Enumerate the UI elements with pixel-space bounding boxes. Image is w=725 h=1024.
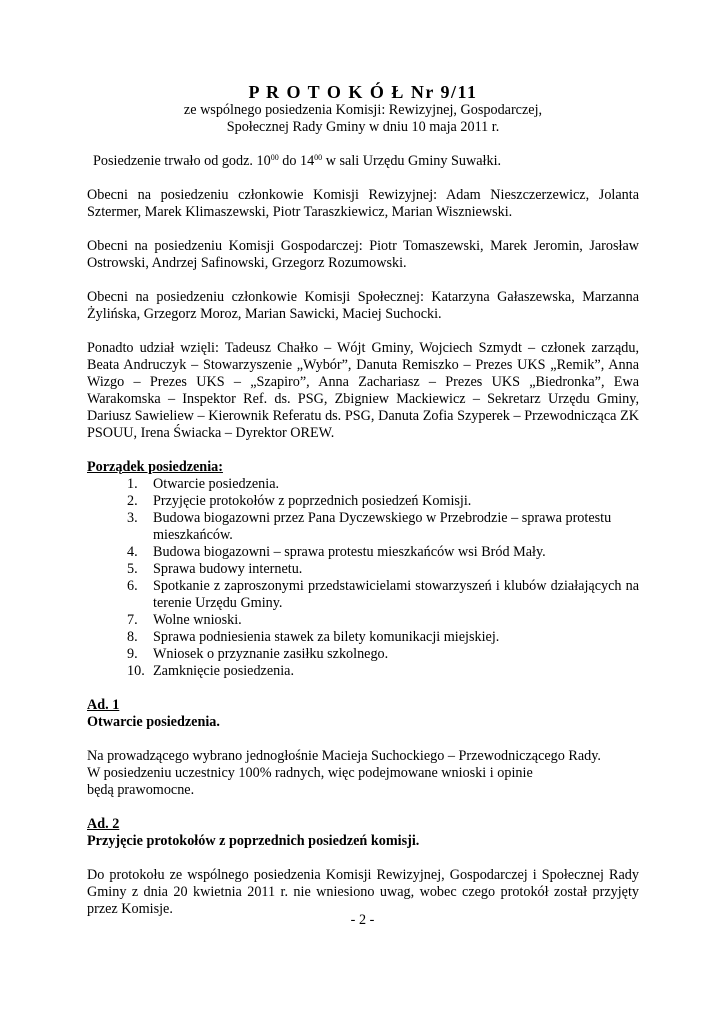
ad2-title: Przyjęcie protokołów z poprzednich posiedzeń komisji. (87, 833, 420, 849)
agenda-item: 8. Sprawa podniesienia stawek za bilety komunikacji miejskiej. (127, 629, 500, 645)
meeting-time: Posiedzenie trwało od godz. $10^{00}$ do $14^{00}$ w sali Urzędu Gminy Suwałki. (93, 153, 502, 169)
attendance-spoleczna: Obecni na posiedzeniu członkowie Komisji Społecznej: Katarzyna Gałaszewska, Marzanna Żylińska, Grzegorz Moroz, Marian Sawicki, Maciej Suchocki. (87, 289, 639, 322)
ad1-line-1: Na prowadzącego wybrano jednogłośnie Macieja Suchockiego – Przewodniczącego Rady. (87, 748, 601, 764)
ad2-label: Ad. 2 (87, 816, 120, 832)
agenda-item: 6. Spotkanie z zaproszonymi przedstawicielami stowarzyszeń i klubów działających na terenie Urzędu Gminy. (127, 578, 639, 611)
document-subtitle-line-1: ze wspólnego posiedzenia Komisji: Rewizyjnej, Gospodarczej, (183, 102, 543, 118)
agenda-item: 3. Budowa biogazowni przez Pana Dyczewskiego w Przebrodzie – sprawa protestu mieszkańców. (127, 510, 612, 543)
agenda-item: 10. Zamknięcie posiedzenia. (127, 663, 295, 679)
attendance-gospodarcza: Obecni na posiedzeniu Komisji Gospodarczej: Piotr Tomaszewski, Marek Jeromin, Jarosław Ostrowski, Andrzej Safinowski, Grzegorz Rozumowski. (87, 238, 639, 271)
agenda-item: 7. Wolne wnioski. (127, 612, 242, 628)
ad2-text: Do protokołu ze wspólnego posiedzenia Komisji Rewizyjnej, Gospodarczej i Społecznej Rady Gminy z dnia 20 kwietnia 2011 r. nie wniesiono uwag, wobec czego protokół został przyjęty przez Komisje. (87, 867, 639, 917)
agenda-heading: Porządek posiedzenia: (87, 459, 223, 475)
agenda-list (87, 476, 639, 680)
agenda-item: 5. Sprawa budowy internetu. (127, 561, 303, 577)
document-title: P R O T O K Ó Ł Nr 9/11 (248, 82, 478, 102)
page-number: - 2 - (350, 912, 375, 928)
ad1-title: Otwarcie posiedzenia. (87, 714, 220, 730)
document-subtitle-line-2: Społecznej Rady Gminy w dniu 10 maja 2011 r. (226, 119, 500, 135)
ad1-label: Ad. 1 (87, 697, 120, 713)
document-body (87, 82, 639, 918)
agenda-item: 1. Otwarcie posiedzenia. (127, 476, 280, 492)
agenda-item: 9. Wniosek o przyznanie zasiłku szkolnego. (127, 646, 389, 662)
agenda-item: 2. Przyjęcie protokołów z poprzednich posiedzeń Komisji. (127, 493, 472, 509)
agenda-item: 4. Budowa biogazowni – sprawa protestu mieszkańców wsi Bród Mały. (127, 544, 546, 560)
guests-paragraph: Ponadto udział wzięli: Tadeusz Chałko – Wójt Gminy, Wojciech Szmydt – członek zarządu, Beata Andruczyk – Stowarzyszenie „Wybór”, Danuta Remiszko – Prezes UKS „Remik”, Anna Wizgo – Prezes UKS – „Szapiro”, Anna Zachariasz – Prezes UKS „Biedronka”, Ewa Warakomska – Inspektor Ref. ds. PSG, Zbigniew Mackiewicz – Sekretarz Urzędu Gminy, Dariusz Sawieliew – Kierownik Referatu ds. PSG, Danuta Zofia Szyperek – Przewodnicząca ZK PSOUU, Irena Świacka – Dyrektor OREW. (87, 340, 639, 441)
ad1-line-2: W posiedzeniu uczestnicy 100% radnych, więc podejmowane wnioski i opinie będą prawomocne. (87, 765, 533, 798)
attendance-rewizyjna: Obecni na posiedzeniu członkowie Komisji Rewizyjnej: Adam Nieszczerzewicz, Jolanta Sztermer, Marek Klimaszewski, Piotr Taraszkiewicz, Marian Wiszniewski. (87, 187, 639, 220)
